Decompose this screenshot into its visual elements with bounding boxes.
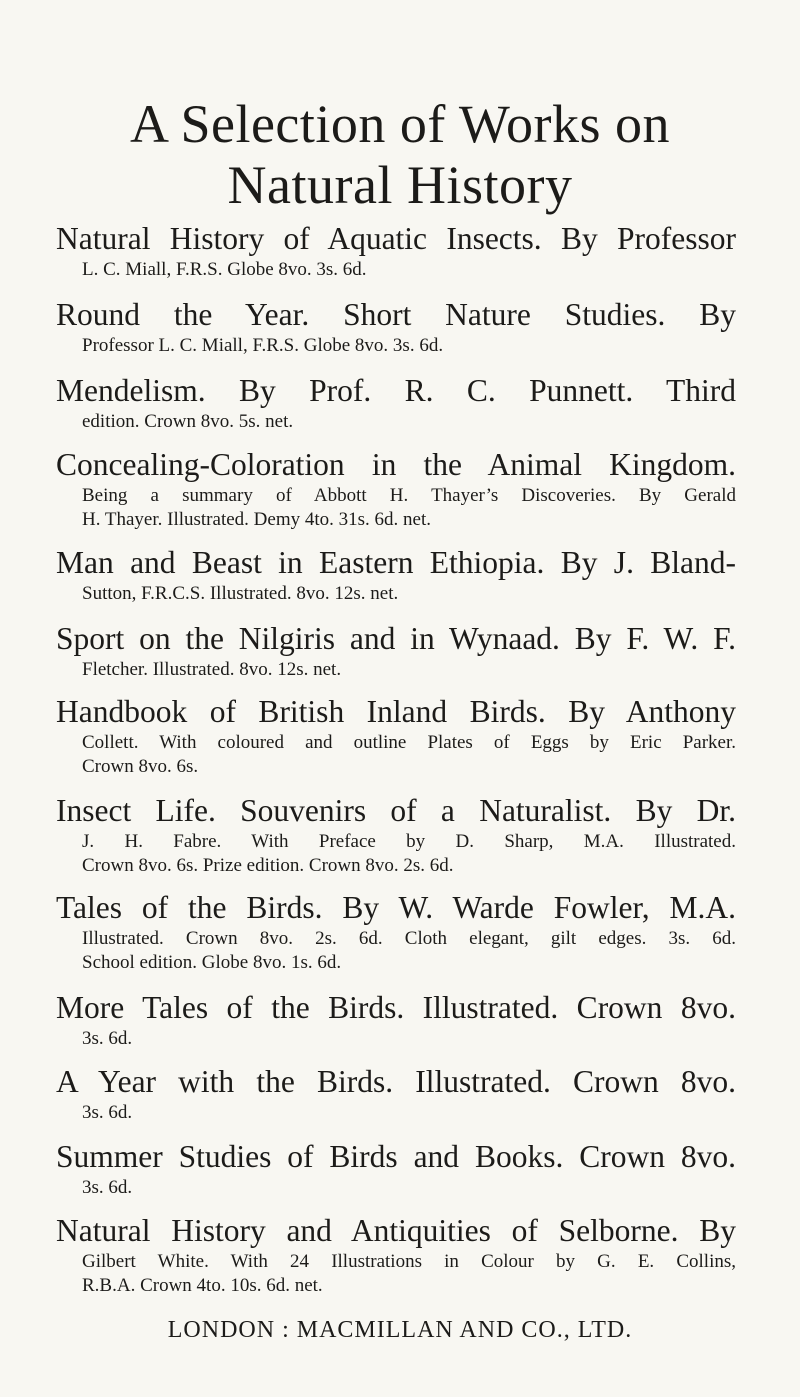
entry-detail: Crown 8vo. 6s. Prize edition. Crown 8vo. 2s. 6d.	[82, 854, 454, 876]
entry-detail: edition. Crown 8vo. 5s. net.	[82, 411, 294, 433]
entry-heading: Handbook of British Inland Birds. By Anthony	[56, 694, 736, 730]
entry-detail: Gilbert White. With 24 Illustrations in Colour by G. E. Collins,	[82, 1251, 736, 1272]
entry-detail: 3s. 6d.	[82, 1102, 133, 1124]
publisher-footer: LONDON : MACMILLAN AND CO., LTD.	[167, 1317, 633, 1343]
entry-detail: Fletcher. Illustrated. 8vo. 12s. net.	[82, 658, 342, 680]
entry-detail: Illustrated. Crown 8vo. 2s. 6d. Cloth elegant, gilt edges. 3s. 6d.	[82, 928, 736, 950]
entry-heading: Natural History of Aquatic Insects. By Professor	[56, 221, 736, 256]
entry-heading: Concealing-Coloration in the Animal Kingdom.	[56, 446, 736, 482]
entry-heading: More Tales of the Birds. Illustrated. Crown 8vo.	[56, 989, 736, 1025]
entry-detail: Crown 8vo. 6s.	[82, 756, 199, 778]
page-title-line-1: A Selection of Works on	[129, 94, 671, 154]
entry-detail: Professor L. C. Miall, F.R.S. Globe 8vo. 3s. 6d.	[82, 335, 444, 357]
entry-heading: Mendelism. By Prof. R. C. Punnett. Third	[56, 373, 736, 409]
entry-detail: 3s. 6d.	[82, 1027, 133, 1049]
entry-heading: Sport on the Nilgiris and in Wynaad. By F. W. F.	[56, 620, 736, 656]
entry-heading: Man and Beast in Eastern Ethiopia. By J. Bland-	[56, 545, 736, 581]
page-title-line-2: Natural History	[227, 155, 573, 215]
entry-heading: Round the Year. Short Nature Studies. By	[56, 297, 736, 333]
entry-detail: School edition. Globe 8vo. 1s. 6d.	[82, 952, 342, 974]
entry-heading: Natural History and Antiquities of Selborne. By	[56, 1213, 736, 1248]
entry-detail: Being a summary of Abbott H. Thayer’s Discoveries. By Gerald	[82, 484, 736, 506]
entry-heading: Summer Studies of Birds and Books. Crown 8vo.	[56, 1138, 736, 1174]
entry-detail: H. Thayer. Illustrated. Demy 4to. 31s. 6d. net.	[82, 508, 431, 530]
entry-detail: Sutton, F.R.C.S. Illustrated. 8vo. 12s. net.	[82, 583, 399, 605]
entry-heading: Insect Life. Souvenirs of a Naturalist. By Dr.	[56, 792, 736, 828]
entry-detail: L. C. Miall, F.R.S. Globe 8vo. 3s. 6d.	[82, 259, 367, 280]
entry-heading: Tales of the Birds. By W. Warde Fowler, M.A.	[56, 890, 736, 926]
entry-detail: J. H. Fabre. With Preface by D. Sharp, M.A. Illustrated.	[82, 830, 736, 852]
entry-detail: R.B.A. Crown 4to. 10s. 6d. net.	[82, 1275, 323, 1296]
entry-detail: Collett. With coloured and outline Plates of Eggs by Eric Parker.	[82, 732, 736, 754]
entry-heading: A Year with the Birds. Illustrated. Crown 8vo.	[56, 1064, 736, 1100]
entry-detail: 3s. 6d.	[82, 1176, 133, 1198]
